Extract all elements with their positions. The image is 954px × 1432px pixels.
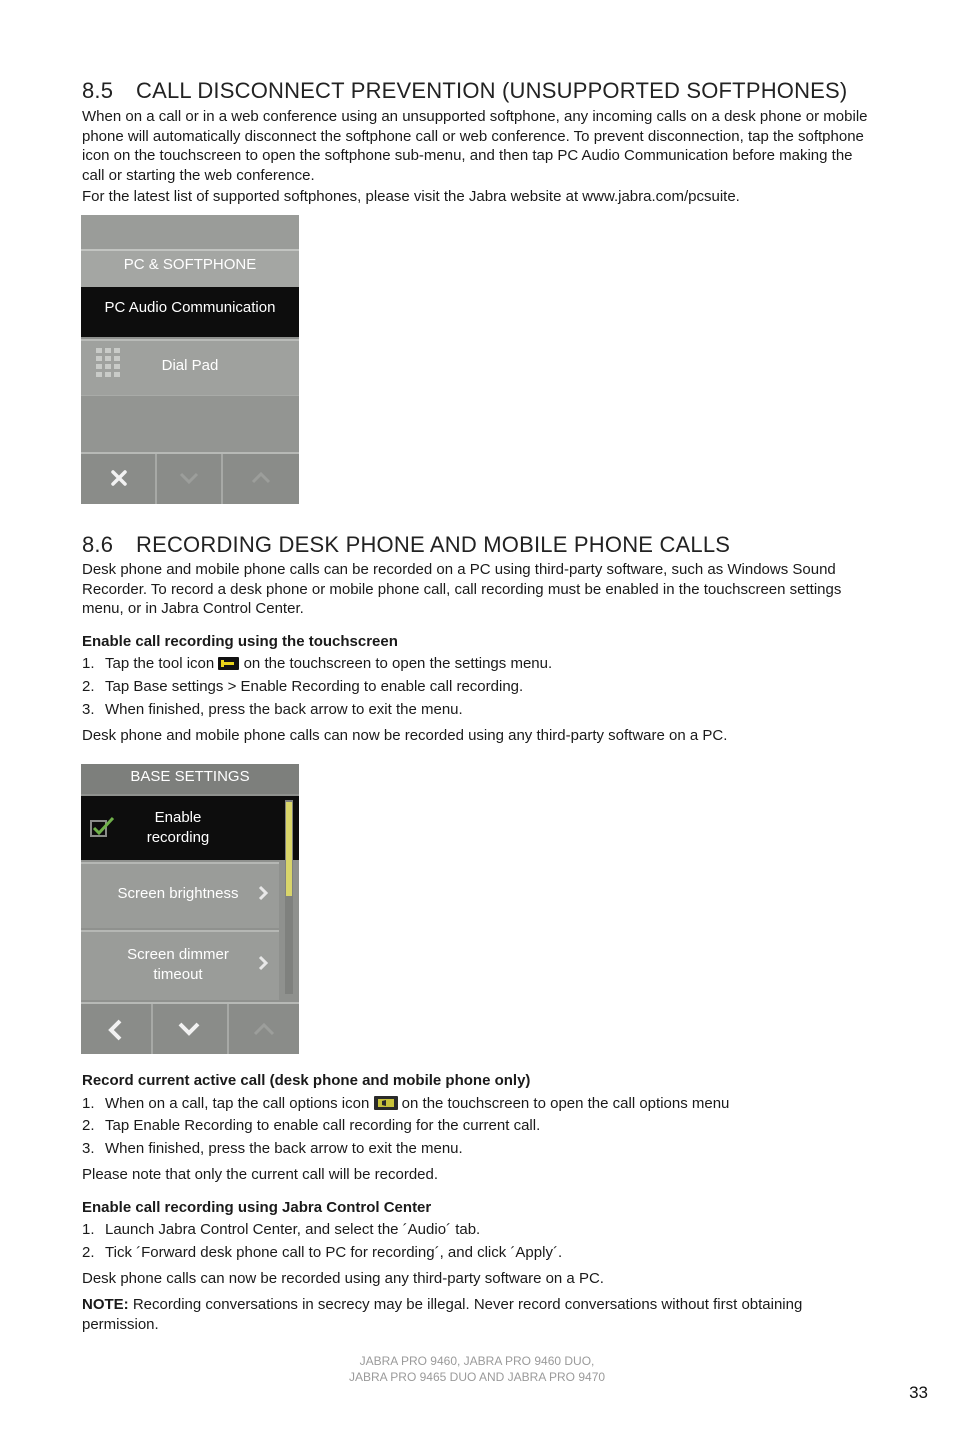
paragraph: For the latest list of supported softphones, please visit the Jabra website at www.jabra.com/pcsuite. — [82, 188, 740, 205]
section-heading-8-5 — [82, 78, 847, 104]
footer-line: JABRA PRO 9460, JABRA PRO 9460 DUO, — [359, 1354, 595, 1368]
scroll-down-button[interactable] — [153, 1004, 229, 1054]
paragraph: Desk phone and mobile phone calls can be recorded on a PC using third-party software, such as Windows Sound Recorder. To record a desk phone or mobile phone call, call recording must be enabled in the touchscreen settings menu, or in Jabra Control Center. — [82, 561, 842, 617]
screenshot-pc-softphone — [81, 215, 299, 504]
list-item: 2. Tap Base settings > Enable Recording to enable call recording. — [82, 678, 524, 695]
chevron-right-icon — [257, 885, 269, 906]
chevron-up-icon — [253, 1022, 275, 1036]
list-item: 1. Launch Jabra Control Center, and select the ´Audio´ tab. — [82, 1221, 481, 1238]
section-number: 8.6 — [82, 532, 114, 557]
button-row — [81, 452, 299, 504]
subheading: Enable call recording using Jabra Control Center — [82, 1199, 432, 1216]
chevron-up-icon — [251, 472, 271, 484]
paragraph: Please note that only the current call will be recorded. — [82, 1166, 439, 1183]
close-icon — [111, 470, 127, 486]
subheading: Record current active call (desk phone and mobile phone only) — [82, 1072, 531, 1089]
menu-header: PC & SOFTPHONE — [123, 256, 257, 273]
list-item: 2. Tick ´Forward desk phone call to PC for recording´, and click ´Apply´. — [82, 1244, 563, 1261]
list-item: 2. Tap Enable Recording to enable call recording for the current call. — [82, 1117, 541, 1134]
scroll-up-button[interactable] — [229, 1004, 299, 1054]
call-options-icon — [374, 1096, 398, 1115]
paragraph: Desk phone and mobile phone calls can now be recorded using any third-party software on a PC. — [82, 727, 728, 744]
note — [82, 1295, 877, 1334]
menu-item-label: Dial Pad — [161, 357, 219, 374]
chevron-right-icon — [257, 955, 269, 976]
paragraph: Desk phone calls can now be recorded using any third-party software on a PC. — [82, 1270, 604, 1287]
menu-item-label: Screen dimmer timeout — [127, 946, 229, 983]
button-row — [81, 1002, 299, 1054]
tool-icon — [218, 656, 239, 675]
note-text: Recording conversations in secrecy may be illegal. Never record conversations without first obtaining permission. — [82, 1296, 803, 1333]
list-item: 1. Tap the tool icon on the touchscreen to open the settings menu. — [82, 654, 552, 675]
page-number: 33 — [909, 1383, 928, 1402]
scrollbar-thumb[interactable] — [286, 802, 292, 896]
chevron-down-icon — [179, 472, 199, 484]
footer — [0, 1353, 954, 1385]
screenshot-base-settings — [81, 764, 299, 1054]
footer-line: JABRA PRO 9465 DUO AND JABRA PRO 9470 — [348, 1370, 606, 1384]
menu-item-label: Enable recording — [146, 809, 210, 846]
menu-header: BASE SETTINGS — [130, 768, 250, 785]
checkbox-checked-icon — [89, 816, 115, 843]
back-arrow-icon — [107, 1019, 123, 1041]
section-title: CALL DISCONNECT PREVENTION (UNSUPPORTED SOFTPHONES) — [136, 78, 848, 103]
note-label: NOTE: — [82, 1296, 129, 1313]
paragraph: When on a call or in a web conference using an unsupported softphone, any incoming calls on a desk phone or mobile phone will automatically disconnect the softphone call or web conference. To prevent disconnection, tap the softphone icon on the touchscreen to open the softphone sub-menu, and then tap PC Audio Communication before making the call or starting the web conference. — [82, 108, 868, 184]
list-item: 3. When finished, press the back arrow to exit the menu. — [82, 701, 463, 718]
close-button[interactable] — [81, 454, 157, 504]
scroll-down-button[interactable] — [157, 454, 223, 504]
back-button[interactable] — [81, 1004, 153, 1054]
scroll-up-button[interactable] — [223, 454, 299, 504]
menu-item-label: PC Audio Communication — [104, 299, 276, 316]
section-heading-8-6 — [82, 532, 730, 558]
menu-item-label: Screen brightness — [117, 885, 239, 902]
list-item: 1. When on a call, tap the call options icon on the touchscreen to open the call options menu — [82, 1094, 729, 1115]
list-item: 3. When finished, press the back arrow to exit the menu. — [82, 1140, 463, 1157]
section-title: RECORDING DESK PHONE AND MOBILE PHONE CALLS — [136, 532, 731, 557]
section-number: 8.5 — [82, 78, 114, 103]
subheading: Enable call recording using the touchscreen — [82, 633, 398, 650]
dialpad-icon — [95, 347, 123, 386]
chevron-down-icon — [178, 1022, 200, 1036]
